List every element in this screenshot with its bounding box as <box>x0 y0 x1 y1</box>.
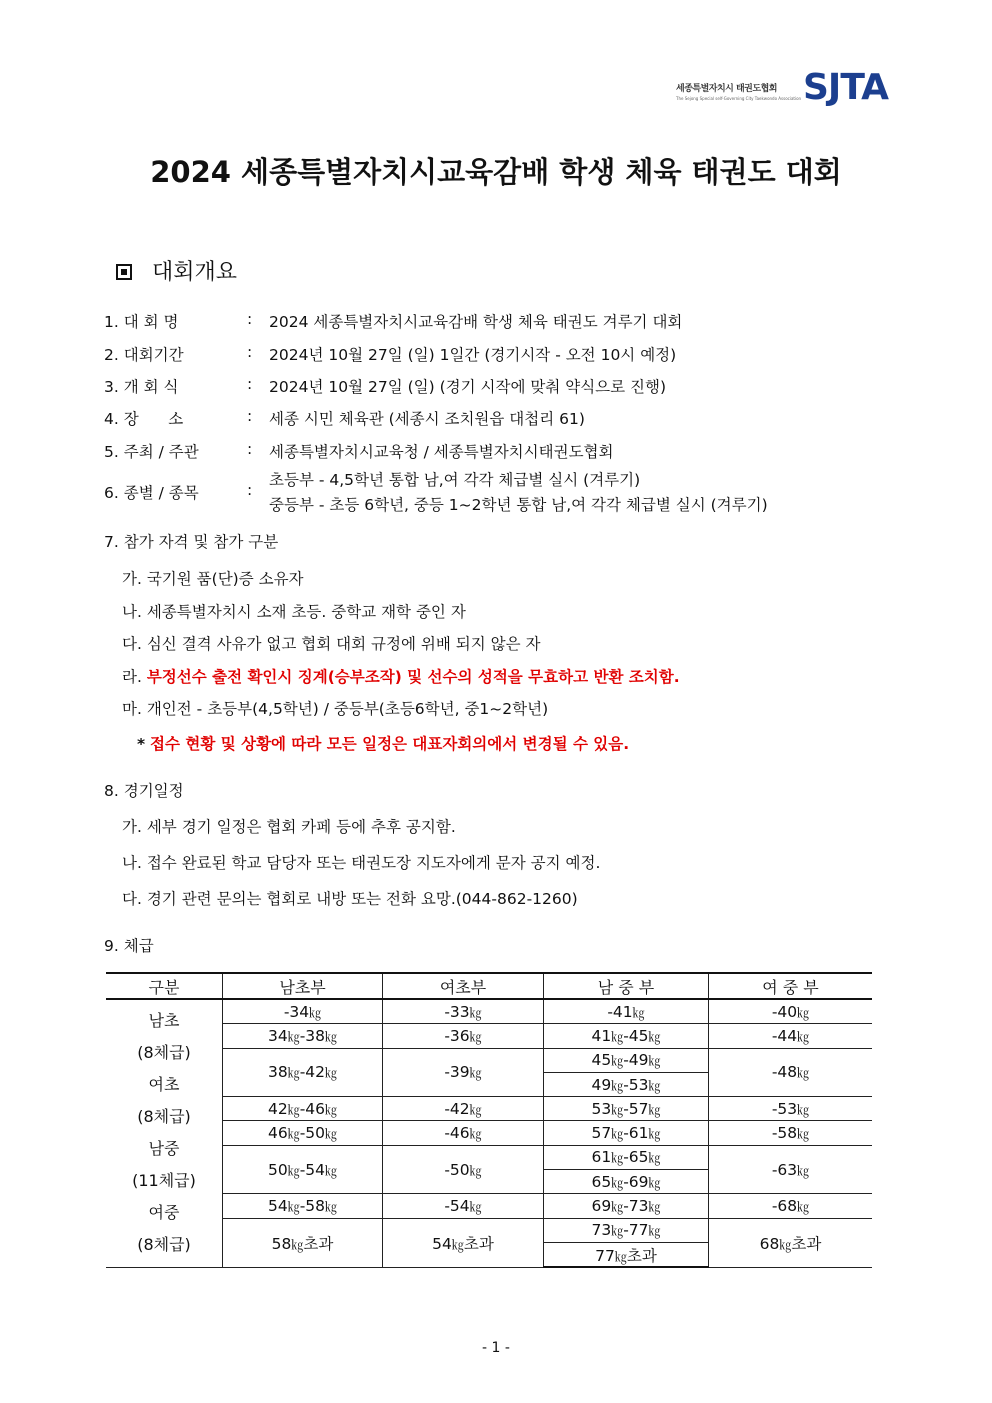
kg-unit: ㎏ <box>309 1005 322 1020</box>
overview-value: 세종 시민 체육관 (세종시 조치원읍 대첩리 61) <box>269 410 585 428</box>
weight-cell: 50㎏-54㎏ <box>223 1145 383 1194</box>
kg-unit: ㎏ <box>469 1200 482 1215</box>
overview-colon: : <box>247 343 253 361</box>
weight-cell: 53㎏-57㎏ <box>544 1097 709 1121</box>
section-heading-text: 대회개요 <box>152 260 238 285</box>
weight-cell: -40㎏ <box>709 999 873 1024</box>
weight-cell: -36㎏ <box>383 1024 544 1048</box>
weight-cell: 58㎏초과 <box>223 1218 383 1267</box>
weight-cell: 49㎏-53㎏ <box>544 1072 709 1096</box>
kg-unit: ㎏ <box>611 1078 624 1093</box>
weight-cell: -41㎏ <box>544 999 709 1024</box>
kg-unit: ㎏ <box>797 1029 810 1044</box>
kg-unit: ㎏ <box>325 1163 338 1178</box>
weight-cell: -33㎏ <box>383 999 544 1024</box>
overview-colon: : <box>247 310 253 328</box>
overview-colon: : <box>247 440 253 458</box>
category-label: 6. 종별 / 종목 <box>104 484 199 502</box>
category-label: (11체급) <box>132 1171 196 1191</box>
kg-unit: ㎏ <box>611 1054 624 1069</box>
category-label: 남초 <box>148 1011 180 1031</box>
page-number: - 1 - <box>482 1340 510 1356</box>
overview-label: 5. 주최 / 주관 <box>104 443 199 461</box>
kg-unit: ㎏ <box>287 1102 300 1117</box>
weight-cell: -48㎏ <box>709 1048 873 1097</box>
kg-unit: ㎏ <box>648 1151 661 1166</box>
kg-unit: ㎏ <box>614 1249 627 1264</box>
kg-unit: ㎏ <box>779 1237 792 1252</box>
weight-cell: 73㎏-77㎏ <box>544 1218 709 1242</box>
weight-cell: -42㎏ <box>383 1097 544 1121</box>
weight-cell: -39㎏ <box>383 1048 544 1097</box>
weight-cell: -54㎏ <box>383 1194 544 1218</box>
weight-cell: -68㎏ <box>709 1194 873 1218</box>
weight-cell: 41㎏-45㎏ <box>544 1024 709 1048</box>
overview-label: 3. 개 회 식 <box>104 378 179 396</box>
weight-cell: 34㎏-38㎏ <box>223 1024 383 1048</box>
overview-value: 2024년 10월 27일 (일) (경기 시작에 맞춰 약식으로 진행) <box>269 378 667 396</box>
weight-class-table <box>106 972 872 1268</box>
weight-cell: -44㎏ <box>709 1024 873 1048</box>
kg-unit: ㎏ <box>325 1029 338 1044</box>
category-label: 여초 <box>148 1075 180 1095</box>
category-label: 여중 <box>148 1203 180 1223</box>
category-cell <box>106 999 223 1267</box>
kg-unit: ㎏ <box>287 1029 300 1044</box>
eligibility-warning <box>122 665 680 687</box>
weight-cell: 57㎏-61㎏ <box>544 1121 709 1145</box>
weight-cell: 46㎏-50㎏ <box>223 1121 383 1145</box>
eligibility-warning-prefix: 라. <box>122 668 147 686</box>
kg-unit: ㎏ <box>648 1078 661 1093</box>
schedule-item: 다. 경기 관련 문의는 협회로 내방 또는 전화 요망.(044-862-1260) <box>122 890 578 908</box>
kg-unit: ㎏ <box>611 1102 624 1117</box>
weight-cell: -34㎏ <box>223 999 383 1024</box>
logo-mark: SJTA <box>803 67 888 108</box>
eligibility-note <box>137 732 629 754</box>
kg-unit: ㎏ <box>611 1200 624 1215</box>
weight-cell: 65㎏-69㎏ <box>544 1170 709 1194</box>
weight-cell: 54㎏-58㎏ <box>223 1194 383 1218</box>
kg-unit: ㎏ <box>797 1102 810 1117</box>
kg-unit: ㎏ <box>648 1175 661 1190</box>
kg-unit: ㎏ <box>451 1237 464 1252</box>
kg-unit: ㎏ <box>469 1066 482 1081</box>
kg-unit: ㎏ <box>611 1151 624 1166</box>
table-row <box>106 999 872 1024</box>
logo-org-subtitle: The Sejong Special self-Governing City Taekwondo Association <box>676 96 802 101</box>
kg-unit: ㎏ <box>325 1127 338 1142</box>
kg-unit: ㎏ <box>291 1237 304 1252</box>
kg-unit: ㎏ <box>648 1029 661 1044</box>
overview-colon: : <box>247 407 253 425</box>
weight-cell: 77㎏초과 <box>544 1242 709 1267</box>
kg-unit: ㎏ <box>469 1029 482 1044</box>
overview-label: 4. 장 소 <box>104 410 184 428</box>
kg-unit: ㎏ <box>325 1102 338 1117</box>
weight-cell: 69㎏-73㎏ <box>544 1194 709 1218</box>
category-label: (8체급) <box>137 1107 191 1127</box>
weight-cell: -63㎏ <box>709 1145 873 1194</box>
header-male-middle: 남 중 부 <box>544 973 709 999</box>
kg-unit: ㎏ <box>469 1127 482 1142</box>
overview-label: 1. 대 회 명 <box>104 313 179 331</box>
kg-unit: ㎏ <box>611 1127 624 1142</box>
kg-unit: ㎏ <box>469 1163 482 1178</box>
category-label: (8체급) <box>137 1235 191 1255</box>
weight-cell: 45㎏-49㎏ <box>544 1048 709 1072</box>
weight-cell: -58㎏ <box>709 1121 873 1145</box>
eligibility-item: 가. 국기원 품(단)증 소유자 <box>122 570 304 588</box>
weights-heading: 9. 체급 <box>104 937 154 955</box>
overview-value: 2024 세종특별자치시교육감배 학생 체육 태권도 겨루기 대회 <box>269 313 683 331</box>
square-bullet-icon <box>116 264 132 280</box>
page-title: 2024 세종특별자치시교육감배 학생 체육 태권도 대회 <box>150 155 842 189</box>
weight-cell: 61㎏-65㎏ <box>544 1145 709 1169</box>
weight-cell: -50㎏ <box>383 1145 544 1194</box>
weight-cell: 68㎏초과 <box>709 1218 873 1267</box>
overview-label: 2. 대회기간 <box>104 346 184 364</box>
category-line-elementary: 초등부 - 4,5학년 통합 남,여 각각 체급별 실시 (겨루기) <box>269 471 641 489</box>
overview-value: 2024년 10월 27일 (일) 1일간 (경기시작 - 오전 10시 예정) <box>269 346 677 364</box>
kg-unit: ㎏ <box>287 1163 300 1178</box>
kg-unit: ㎏ <box>287 1127 300 1142</box>
schedule-heading: 8. 경기일정 <box>104 782 184 800</box>
association-logo <box>676 66 894 110</box>
eligibility-item: 마. 개인전 - 초등부(4,5학년) / 중등부(초등6학년, 중1~2학년) <box>122 700 549 718</box>
weight-cell: 42㎏-46㎏ <box>223 1097 383 1121</box>
kg-unit: ㎏ <box>797 1163 810 1178</box>
weight-cell: -46㎏ <box>383 1121 544 1145</box>
kg-unit: ㎏ <box>797 1200 810 1215</box>
category-line-middle: 중등부 - 초등 6학년, 중등 1~2학년 통합 남,여 각각 체급별 실시 (겨루기) <box>269 496 768 514</box>
kg-unit: ㎏ <box>797 1127 810 1142</box>
kg-unit: ㎏ <box>797 1005 810 1020</box>
kg-unit: ㎏ <box>611 1224 624 1239</box>
kg-unit: ㎏ <box>325 1200 338 1215</box>
weight-cell: 54㎏초과 <box>383 1218 544 1267</box>
category-label: 남중 <box>148 1139 180 1159</box>
eligibility-item: 다. 심신 결격 사유가 없고 협회 대회 규정에 위배 되지 않은 자 <box>122 635 541 653</box>
kg-unit: ㎏ <box>632 1005 645 1020</box>
schedule-item: 가. 세부 경기 일정은 협회 카페 등에 추후 공지함. <box>122 818 456 836</box>
overview-value: 세종특별자치시교육청 / 세종특별자치시태권도협회 <box>269 443 614 461</box>
kg-unit: ㎏ <box>797 1066 810 1081</box>
logo-org-name: 세종특별자치시 태권도협회 <box>676 84 777 94</box>
kg-unit: ㎏ <box>648 1224 661 1239</box>
kg-unit: ㎏ <box>287 1200 300 1215</box>
table-header-row <box>106 973 872 999</box>
kg-unit: ㎏ <box>469 1005 482 1020</box>
kg-unit: ㎏ <box>648 1200 661 1215</box>
header-female-middle: 여 중 부 <box>709 973 873 999</box>
weight-cell: -53㎏ <box>709 1097 873 1121</box>
header-male-elementary: 남초부 <box>223 973 383 999</box>
eligibility-warning-text: 부정선수 출전 확인시 징계(승부조작) 및 선수의 성적을 무효하고 반환 조치함. <box>146 668 680 686</box>
schedule-item: 나. 접수 완료된 학교 담당자 또는 태권도장 지도자에게 문자 공지 예정. <box>122 854 601 872</box>
kg-unit: ㎏ <box>648 1102 661 1117</box>
category-colon: : <box>247 481 253 499</box>
category-label: (8체급) <box>137 1043 191 1063</box>
kg-unit: ㎏ <box>611 1029 624 1044</box>
note-star: * <box>137 735 146 753</box>
kg-unit: ㎏ <box>287 1066 300 1081</box>
header-category: 구분 <box>106 973 223 999</box>
eligibility-note-text: 접수 현황 및 상황에 따라 모든 일정은 대표자회의에서 변경될 수 있음. <box>150 735 630 753</box>
kg-unit: ㎏ <box>325 1066 338 1081</box>
header-female-elementary: 여초부 <box>383 973 544 999</box>
section-heading <box>116 255 237 286</box>
kg-unit: ㎏ <box>469 1102 482 1117</box>
kg-unit: ㎏ <box>648 1127 661 1142</box>
kg-unit: ㎏ <box>648 1054 661 1069</box>
eligibility-item: 나. 세종특별자치시 소재 초등. 중학교 재학 중인 자 <box>122 603 466 621</box>
overview-colon: : <box>247 375 253 393</box>
kg-unit: ㎏ <box>611 1175 624 1190</box>
eligibility-heading: 7. 참가 자격 및 참가 구분 <box>104 533 279 551</box>
weight-cell: 38㎏-42㎏ <box>223 1048 383 1097</box>
